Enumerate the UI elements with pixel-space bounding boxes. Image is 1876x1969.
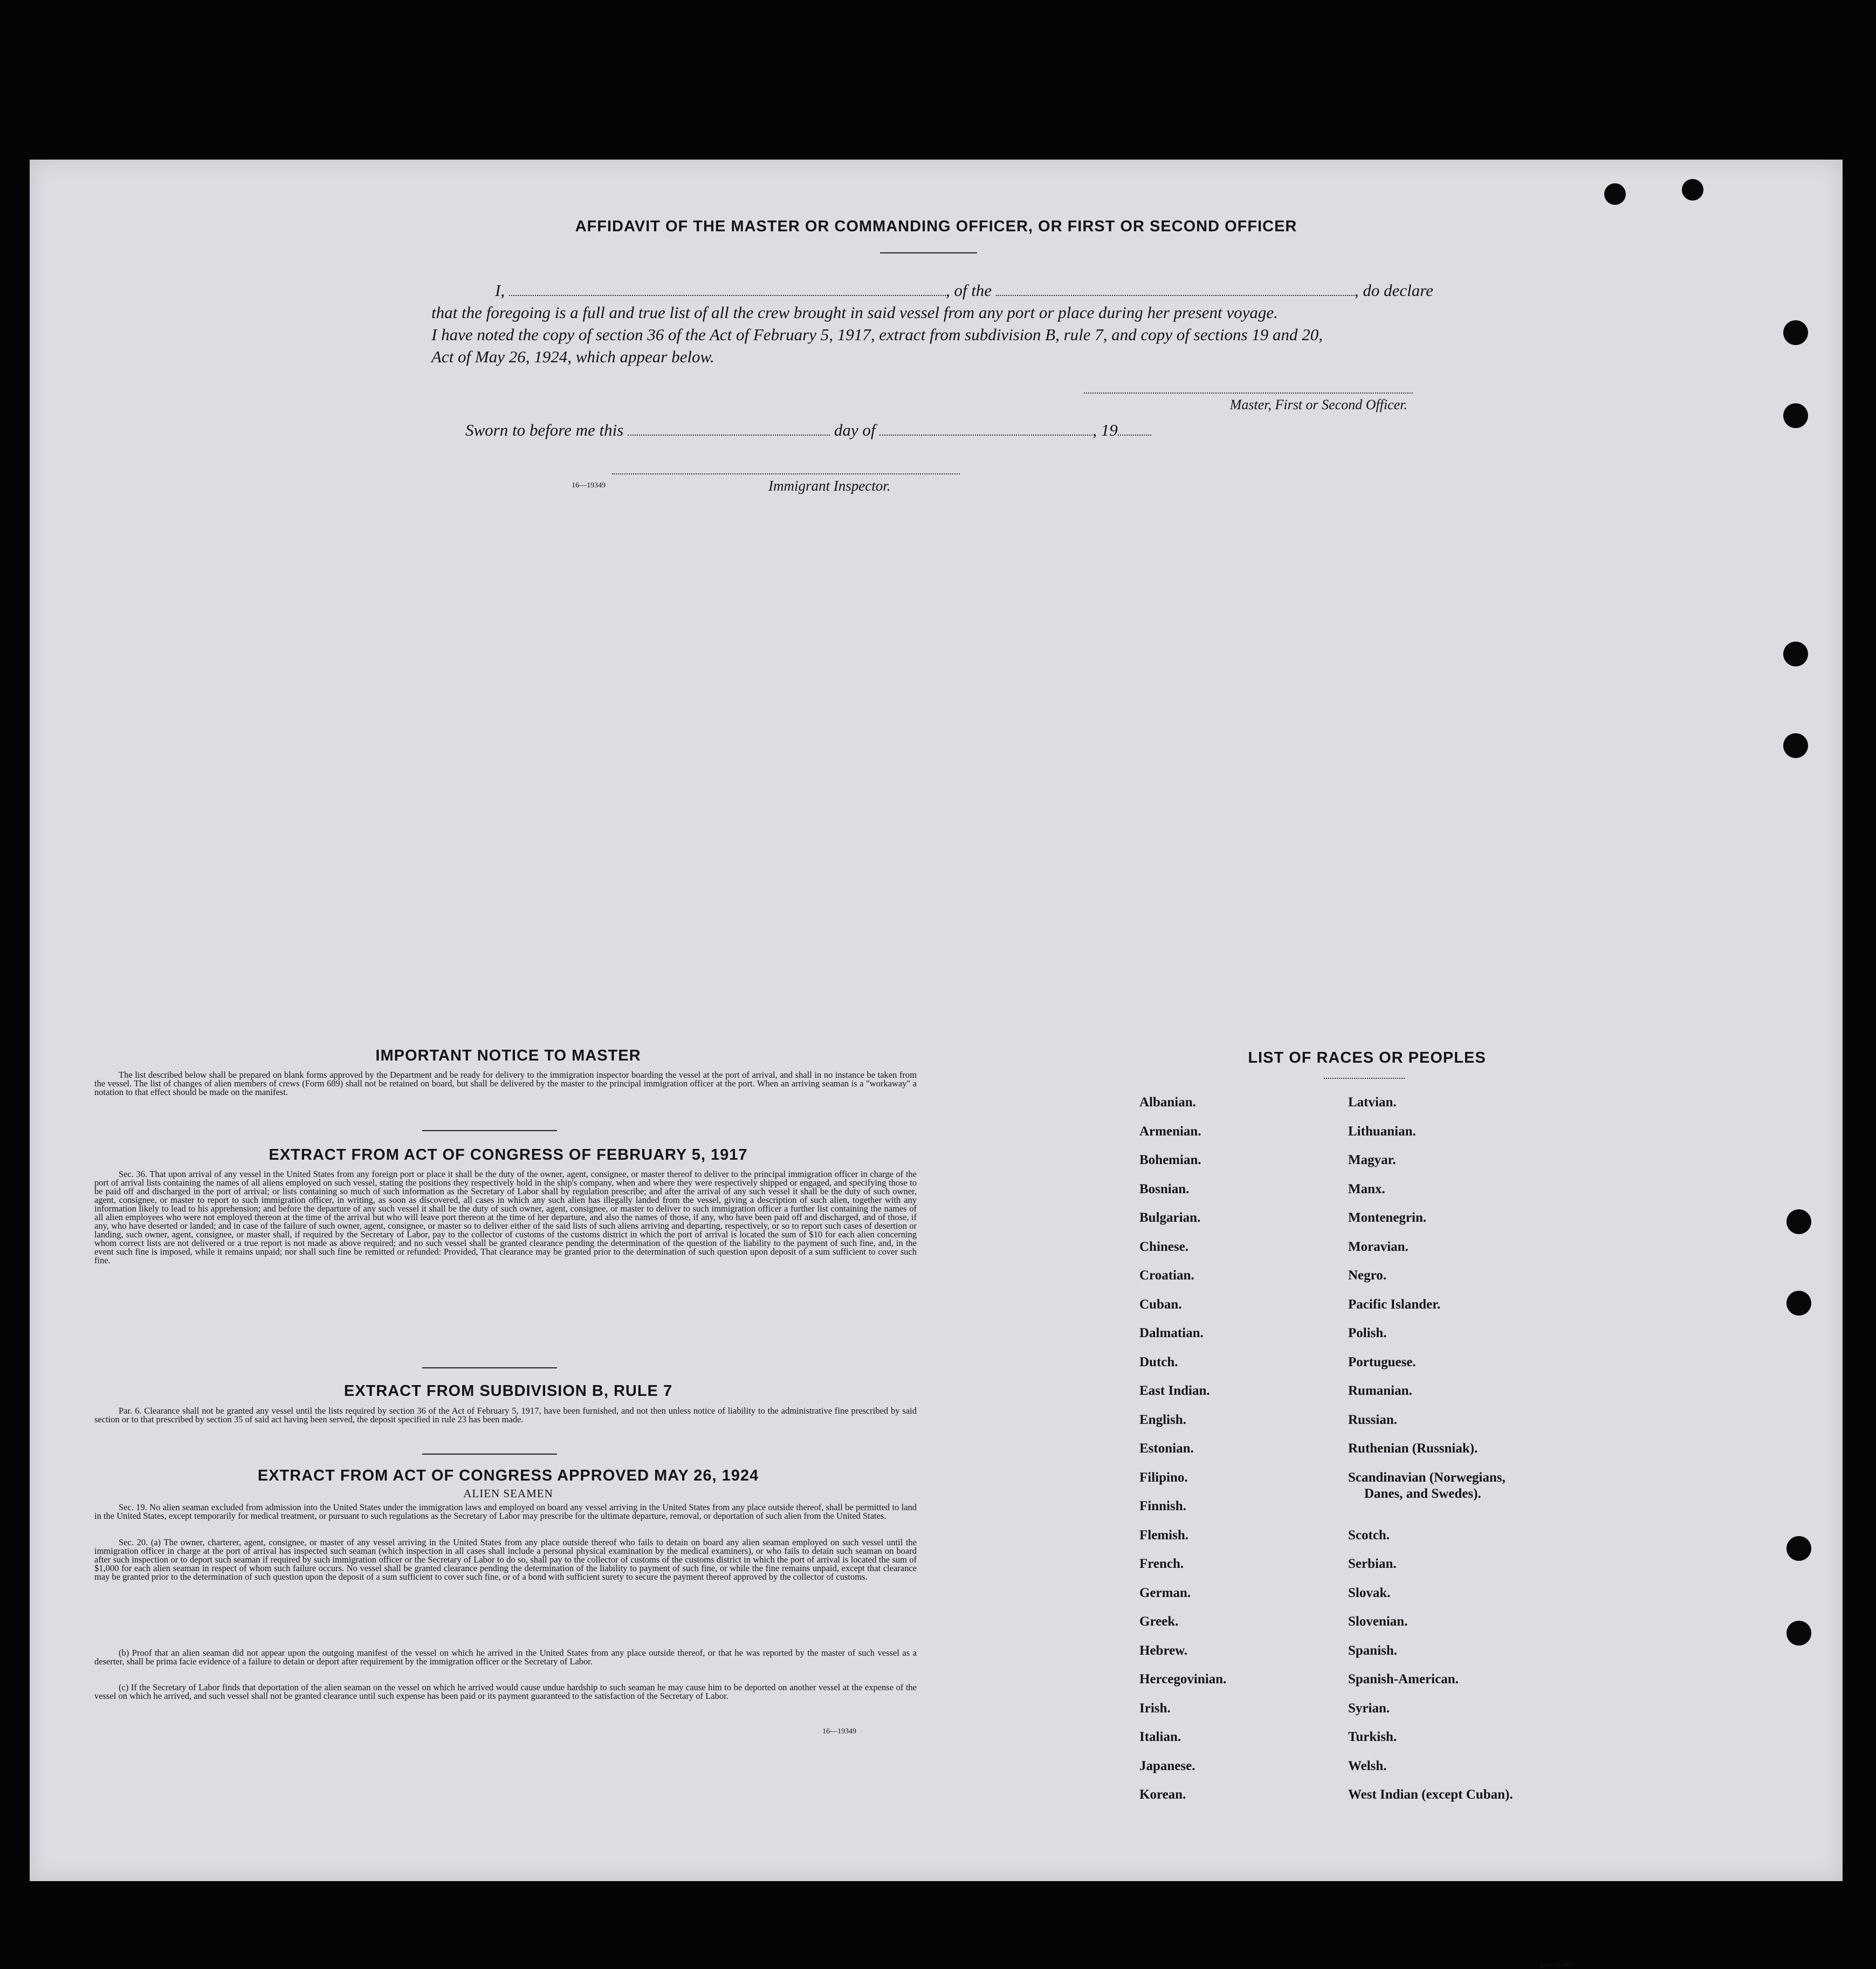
- race-item: Cuban.: [1139, 1297, 1182, 1312]
- year-prefix: , 19: [1092, 421, 1118, 439]
- race-item: Welsh.: [1348, 1758, 1387, 1773]
- punch-hole: [1786, 1536, 1811, 1561]
- section-rule: [422, 1367, 557, 1368]
- race-item: Spanish-American.: [1348, 1672, 1459, 1686]
- race-item: Rumanian.: [1348, 1383, 1412, 1398]
- affidavit-line-1: [431, 279, 1467, 301]
- punch-hole: [1786, 1209, 1811, 1234]
- race-item: Portuguese.: [1348, 1354, 1416, 1369]
- year-blank: [1118, 423, 1151, 436]
- affidavit-of-the: , of the: [945, 281, 992, 300]
- race-item: Turkish.: [1348, 1730, 1397, 1744]
- title-rule: [880, 252, 977, 253]
- punch-hole: [1682, 179, 1703, 201]
- sworn-text: Sworn to before me this: [465, 421, 624, 439]
- form-page: [30, 160, 1843, 1968]
- affidavit-line-2: that the foregoing is a full and true list of all the crew brought in said vessel from any port or place during her present voyage.: [431, 303, 1278, 322]
- race-item: Latvian.: [1348, 1095, 1397, 1110]
- notice-text: The list described below shall be prepared on blank forms approved by the Department and be ready for delivery to the immigration inspector boarding the vessel at the port of arrival, and shall in no instance be taken from the vessel. The list of changes of alien members of crews (Form 689) shall not be retained on board, but shall be delivered by the master to the principal immigration officer at the port. When an arriving seaman is a "workaway" a notation to that effect should be made on the manifest.: [94, 1070, 917, 1097]
- section-rule: [422, 1454, 557, 1455]
- punch-hole: [1786, 1291, 1811, 1316]
- notice-title: IMPORTANT NOTICE TO MASTER: [375, 1047, 641, 1064]
- race-item: Bohemian.: [1139, 1153, 1201, 1167]
- race-item: Flemish.: [1139, 1527, 1188, 1543]
- extract-1924-title: EXTRACT FROM ACT OF CONGRESS APPROVED MAY 26, 1924: [257, 1467, 759, 1484]
- form-number: 16—19349: [572, 481, 606, 490]
- race-item: French.: [1139, 1557, 1184, 1571]
- race-item: Polish.: [1348, 1326, 1387, 1340]
- race-item: Montenegrin.: [1348, 1210, 1427, 1225]
- race-item: Hercegovinian.: [1139, 1672, 1227, 1686]
- punch-hole: [1786, 1621, 1811, 1646]
- race-item: Scotch.: [1348, 1527, 1390, 1543]
- race-item: Manx.: [1348, 1181, 1385, 1196]
- master-signature-line: [1084, 393, 1413, 394]
- races-title-rule: [1324, 1078, 1405, 1079]
- race-item: Russian.: [1348, 1412, 1398, 1427]
- race-item: Pacific Islander.: [1348, 1297, 1441, 1312]
- race-item: Serbian.: [1348, 1557, 1397, 1571]
- race-item: Magyar.: [1348, 1153, 1396, 1167]
- vessel-blank: [996, 283, 1355, 296]
- day-of-text: day of: [834, 421, 876, 439]
- races-title: LIST OF RACES OR PEOPLES: [1248, 1049, 1486, 1066]
- race-item: West Indian (except Cuban).: [1348, 1787, 1513, 1802]
- affidavit-line-4: Act of May 26, 1924, which appear below.: [431, 347, 714, 366]
- extract-1917-text: Sec. 36. That upon arrival of any vessel in the United States from any foreign port or place it shall be the duty of the owner, agent, consignee, or master thereof to deliver to the principal immigration officer in charge of the port of arrival lists containing the names of all aliens employed on such vessel, stating the positions they respectively hold in the ship's company, when and where they were respectively shipped or engaged, and specifying those to be paid off and discharged in the port of arrival; or lists containing so much of such information as the Secretary of Labor shall by regulation prescribe; and after the arrival of any such vessel it shall be the duty of such owner, agent, consignee, or master to report to such immigration officer, in writing, as soon as discovered, all cases in which any such alien has illegally landed from the vessel, giving a description of such alien, together with any information likely to lead to his apprehension; and before the departure of any such vessel it shall be the duty of such owner, agent, consignee, or master to deliver to such immigration officer a further list containing the names of all alien employees who were not employed thereon at the time of the arrival but who will leave port thereon at the time of her departure, and also the names of those, if any, who have been paid off and discharged, and of those, if any, who have deserted or landed; and in case of the failure of such owner, agent, consignee, or master so to deliver either of the said lists of such aliens arriving and departing, respectively, or so to report such cases of desertion or landing, such owner, agent, consignee, or master shall, if required by the Secretary of Labor, pay to the collector of customs of the customs district in which the port of arrival is located the sum of $10 for each alien concerning whom correct lists are not delivered or a true report is not made as above required; and no such vessel shall be granted clearance pending the determination of the question of the liability to the payment of such fine, and, in the event such fine is imposed, while it remains unpaid; nor shall such fine be remitted or refunded: Provided, That clearance may be granted prior to the determination of such question upon deposit of a sum sufficient to cover such fine.: [94, 1169, 917, 1265]
- section-rule: [422, 1130, 557, 1131]
- affidavit-line-3: I have noted the copy of section 36 of the Act of February 5, 1917, extract from subdivision B, rule 7, and copy of sections 19 and 20,: [431, 325, 1323, 344]
- race-item: Lithuanian.: [1348, 1124, 1416, 1139]
- month-blank: [879, 423, 1092, 436]
- race-item: Armenian.: [1139, 1124, 1201, 1139]
- sec20b-text: (b) Proof that an alien seaman did not appear upon the outgoing manifest of the vessel on which he arrived in the United States from any place outside thereof, or that he was reported by the master of such vessel as a deserter, shall be prima facie evidence of a failure to detain or deport after requirement by the immigration officer or the Secretary of Labor.: [94, 1648, 917, 1667]
- day-blank: [628, 423, 830, 436]
- form-number: 16—19349: [1540, 1960, 1571, 1968]
- punch-hole: [1783, 403, 1808, 428]
- race-item: Japanese.: [1139, 1758, 1195, 1773]
- race-item: Hebrew.: [1139, 1643, 1188, 1658]
- race-item: Irish.: [1139, 1701, 1171, 1716]
- race-item: Moravian.: [1348, 1239, 1408, 1254]
- race-item: Filipino.: [1139, 1470, 1188, 1485]
- punch-hole: [1604, 183, 1626, 205]
- punch-hole: [1783, 733, 1808, 758]
- affidavit-text: [431, 279, 1467, 368]
- race-item: Spanish.: [1348, 1643, 1398, 1658]
- race-item: Korean.: [1139, 1787, 1186, 1802]
- affidavit-i: I,: [495, 281, 505, 300]
- master-signature-label: Master, First or Second Officer.: [1229, 397, 1407, 412]
- race-item: Ruthenian (Russniak).: [1348, 1441, 1478, 1456]
- race-item: Estonian.: [1139, 1441, 1194, 1456]
- race-item: German.: [1139, 1585, 1191, 1600]
- race-item: Greek.: [1139, 1614, 1179, 1629]
- extract-rule7-text: Par. 6. Clearance shall not be granted any vessel until the lists required by section 36 of the Act of February 5, 1917, have been furnished, and not then unless notice of liability to the administrative fine prescribed by said section or to that prescribed by section 35 of said act having been served, the deposit specified in rule 23 has been made.: [94, 1406, 917, 1424]
- race-item: Chinese.: [1139, 1239, 1188, 1254]
- extract-rule7-title: EXTRACT FROM SUBDIVISION B, RULE 7: [343, 1382, 673, 1400]
- inspector-signature-line: [612, 473, 960, 474]
- race-item: Danes, and Swedes).: [1364, 1486, 1481, 1501]
- sworn-line: [465, 421, 1220, 440]
- alien-seamen-subtitle: ALIEN SEAMEN: [463, 1487, 553, 1500]
- race-item: Italian.: [1139, 1730, 1181, 1744]
- race-item: Negro.: [1348, 1268, 1387, 1283]
- race-item: Scandinavian (Norwegians,: [1348, 1470, 1506, 1485]
- punch-hole: [1783, 320, 1808, 345]
- sec19-text: Sec. 19. No alien seaman excluded from admission into the United States under the immigration laws and employed on board any vessel arriving in the United States from any place outside thereof, shall be permitted to land in the United States, except temporarily for medical treatment, or pursuant to such regulations as the Secretary of Labor may prescribe for the ultimate departure, removal, or deportation of such alien from the United States.: [94, 1502, 917, 1521]
- race-item: Dalmatian.: [1139, 1326, 1204, 1340]
- affidavit-declare: , do declare: [1354, 281, 1433, 300]
- race-item: Syrian.: [1348, 1701, 1390, 1716]
- race-item: Slovenian.: [1348, 1614, 1408, 1629]
- race-item: Finnish.: [1139, 1499, 1186, 1513]
- race-item: Bulgarian.: [1139, 1210, 1201, 1225]
- race-item: Albanian.: [1139, 1095, 1196, 1110]
- race-item: East Indian.: [1139, 1383, 1210, 1398]
- sec20a-text: Sec. 20. (a) The owner, charterer, agent, consignee, or master of any vessel arriving in the United States from any place outside thereof who fails to detain on board any alien seaman employed on such vessel until the immigration officer in charge at the port of arrival has inspected such seaman (which inspection in all cases shall include a personal physical examination by the medical examiners), or who fails to detain such seaman on board after such inspection or to deport such seaman if required by such immigration officer or the Secretary of Labor to do so, shall pay to the collector of customs of the customs district in which the port of arrival is located the sum of $1,000 for each alien seaman in respect of whom such failure occurs. No vessel shall be granted clearance pending the determination of the liability to payment of such fine, or while the fine remains unpaid, except that clearance may be granted prior to the determination of such question upon the deposit of a sum sufficient to cover such fine, or of a bond with sufficient surety to secure the payment thereof approved by the collector of customs.: [94, 1537, 917, 1582]
- race-item: Croatian.: [1139, 1268, 1194, 1283]
- race-item: Dutch.: [1139, 1354, 1178, 1369]
- affidavit-title: AFFIDAVIT OF THE MASTER OR COMMANDING OFFICER, OR FIRST OR SECOND OFFICER: [575, 218, 1297, 235]
- inspector-signature-label: Immigrant Inspector.: [768, 478, 891, 494]
- name-blank: [509, 283, 946, 296]
- race-item: Slovak.: [1348, 1585, 1391, 1600]
- punch-hole: [1783, 642, 1808, 666]
- form-number: 16—19349: [822, 1727, 856, 1736]
- race-item: English.: [1139, 1412, 1186, 1427]
- race-item: Bosnian.: [1139, 1181, 1190, 1196]
- sec20c-text: (c) If the Secretary of Labor finds that deportation of the alien seaman on the vessel on which he arrived would cause undue hardship to such seaman he may cause him to be deported on another vessel at the expense of the vessel on which he arrived, and such vessel shall not be granted clearance until such expense has been paid or its payment guaranteed to the satisfaction of the Secretary of Labor.: [94, 1682, 917, 1701]
- extract-1917-title: EXTRACT FROM ACT OF CONGRESS OF FEBRUARY 5, 1917: [269, 1146, 748, 1164]
